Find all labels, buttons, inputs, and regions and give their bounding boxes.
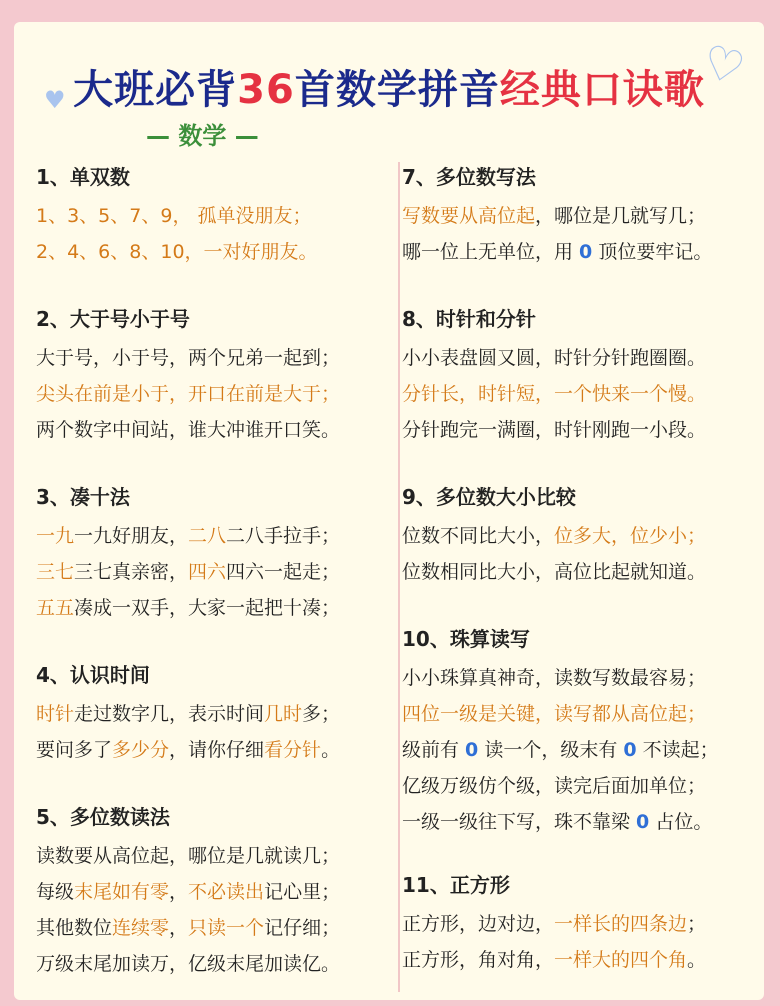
- rhyme-text: 三七真亲密，: [74, 561, 189, 583]
- rhyme-line: [402, 554, 752, 590]
- rhyme-text: 一样大的四个角: [554, 949, 688, 971]
- rhyme-text: 记心里；: [264, 881, 341, 903]
- rhyme-line: [36, 946, 386, 982]
- rhyme-line: [36, 874, 386, 910]
- rhyme-text: 占位。: [649, 811, 713, 833]
- rhyme-text: 二八手拉手；: [226, 525, 341, 547]
- rhyme-line: [36, 412, 386, 448]
- title-part: 经典口诀歌: [499, 67, 705, 113]
- rhyme-line: [36, 838, 386, 874]
- rhyme-text: 小小珠算真神奇，读数写数最容易；: [402, 667, 707, 689]
- rhyme-text: ，: [169, 917, 189, 939]
- rhyme-text: 。: [321, 739, 341, 761]
- rhyme-line: [36, 554, 386, 590]
- rhyme-text: 两个数字中间站，谁大冲谁开口笑。: [36, 419, 341, 441]
- rhyme-text: 位多大，位少小；: [554, 525, 707, 547]
- rhyme-text: 大于号，小于号，两个兄弟一起到；: [36, 347, 341, 369]
- rhyme-text: 走过数字几，表示时间: [74, 703, 265, 725]
- rhyme-text: ；: [687, 913, 707, 935]
- rhyme-text: 只读一个: [188, 917, 265, 939]
- rhyme-text: ，: [169, 881, 189, 903]
- rhyme-line: [36, 376, 386, 412]
- rhyme-line: [402, 660, 752, 696]
- rhyme-line: [402, 376, 752, 412]
- rhyme-text: 0: [636, 811, 650, 833]
- rhyme-line: [402, 340, 752, 376]
- rhyme-text: 不必读出: [188, 881, 265, 903]
- rhyme-line: [402, 518, 752, 554]
- rhyme-text: 一样长的四条边: [554, 913, 688, 935]
- rhyme-line: [402, 906, 752, 942]
- right-column: [402, 162, 752, 978]
- rhyme-text: 凑成一双手，大家一起把十凑；: [74, 597, 341, 619]
- rhyme-line: [402, 412, 752, 448]
- rhyme-line: [36, 696, 386, 732]
- rhyme-text: 每级: [36, 881, 75, 903]
- rhyme-line: [402, 768, 752, 804]
- rhyme-text: 尖头在前是小于，开口在前是大于；: [36, 383, 341, 405]
- rhyme-text: 读数要从高位起，哪位是几就读几；: [36, 845, 341, 867]
- rhyme-text: 五五: [36, 597, 75, 619]
- section-title: 8、时针和分针: [402, 304, 546, 336]
- rhyme-line: [36, 590, 386, 626]
- rhyme-text: ，哪位是几就写几；: [535, 205, 707, 227]
- rhyme-text: 四六: [188, 561, 227, 583]
- rhyme-line: [36, 340, 386, 376]
- rhyme-text: 时针: [36, 703, 75, 725]
- rhyme-text: 万级末尾加读万，亿级末尾加读亿。: [36, 953, 341, 975]
- title-part: 大班必背: [73, 67, 238, 113]
- section-title: 1、单双数: [36, 162, 140, 194]
- left-column: [36, 162, 386, 982]
- rhyme-text: 级前有: [402, 739, 466, 761]
- rhyme-section: [36, 482, 386, 626]
- rhyme-text: 记仔细；: [264, 917, 341, 939]
- rhyme-text: 其他数位: [36, 917, 113, 939]
- rhyme-section: [36, 660, 386, 768]
- heart-icon: ♥: [44, 86, 66, 114]
- rhyme-text: 连续零: [112, 917, 170, 939]
- section-title: 11、正方形: [402, 870, 520, 902]
- rhyme-text: 0: [465, 739, 479, 761]
- poster-card: [14, 22, 764, 1000]
- rhyme-text: 看分针: [264, 739, 322, 761]
- rhyme-line: [402, 234, 752, 270]
- rhyme-text: 不读起；: [636, 739, 719, 761]
- rhyme-text: 孤单没朋友；: [197, 205, 312, 227]
- rhyme-text: 几时: [264, 703, 303, 725]
- rhyme-text: 一九: [36, 525, 75, 547]
- rhyme-text: 2、4、6、8、10，一对好朋友。: [36, 241, 318, 263]
- title-part: 36: [237, 67, 295, 113]
- rhyme-text: 0: [623, 739, 637, 761]
- rhyme-line: [402, 804, 752, 840]
- rhyme-text: 四六一起走；: [226, 561, 341, 583]
- rhyme-section: [36, 304, 386, 448]
- section-title: 10、珠算读写: [402, 624, 540, 656]
- section-title: 5、多位数读法: [36, 802, 180, 834]
- rhyme-line: [402, 732, 752, 768]
- rhyme-text: 四位一级是关键，读写都从高位起；: [402, 703, 707, 725]
- column-divider: [398, 162, 400, 992]
- rhyme-text: 三七: [36, 561, 75, 583]
- rhyme-text: 多；: [302, 703, 341, 725]
- rhyme-text: 分针跑完一满圈，时针刚跑一小段。: [402, 419, 707, 441]
- rhyme-line: [402, 942, 752, 978]
- rhyme-text: 读一个，级末有: [478, 739, 624, 761]
- rhyme-text: 写数要从高位起: [402, 205, 536, 227]
- rhyme-text: 一九好朋友，: [74, 525, 189, 547]
- rhyme-line: [36, 518, 386, 554]
- rhyme-text: 分针长，时针短，一个快来一个慢。: [402, 383, 707, 405]
- rhyme-text: 顶位要牢记。: [592, 241, 713, 263]
- rhyme-text: ，请你仔细: [169, 739, 265, 761]
- rhyme-section: [402, 482, 752, 590]
- section-title: 2、大于号小于号: [36, 304, 200, 336]
- rhyme-text: 多少分: [112, 739, 170, 761]
- heart-icon: ♡: [696, 33, 751, 97]
- rhyme-line: [402, 198, 752, 234]
- section-title: 9、多位数大小比较: [402, 482, 586, 514]
- rhyme-text: 位数相同比大小，高位比起就知道。: [402, 561, 707, 583]
- rhyme-text: 末尾如有零: [74, 881, 170, 903]
- rhyme-line: [36, 732, 386, 768]
- rhyme-text: 哪一位上无单位，用: [402, 241, 580, 263]
- rhyme-text: 0: [579, 241, 593, 263]
- section-title: 3、凑十法: [36, 482, 140, 514]
- rhyme-line: [36, 198, 386, 234]
- rhyme-text: 位数不同比大小，: [402, 525, 555, 547]
- rhyme-text: 1、3、5、7、9，: [36, 205, 198, 227]
- rhyme-section: [402, 870, 752, 978]
- rhyme-text: 正方形，角对角，: [402, 949, 555, 971]
- rhyme-line: [402, 696, 752, 732]
- rhyme-line: [36, 910, 386, 946]
- rhyme-text: 。: [687, 949, 707, 971]
- rhyme-text: 要问多了: [36, 739, 113, 761]
- page-title: [14, 58, 764, 115]
- rhyme-text: 一级一级往下写，珠不靠梁: [402, 811, 637, 833]
- rhyme-section: [402, 624, 752, 840]
- rhyme-text: 小小表盘圆又圆，时针分针跑圈圈。: [402, 347, 707, 369]
- rhyme-line: [36, 234, 386, 270]
- section-title: 7、多位数写法: [402, 162, 546, 194]
- rhyme-text: 二八: [188, 525, 227, 547]
- title-part: 首数学拼音: [294, 67, 500, 113]
- section-subtitle: — 数学 —: [146, 122, 259, 150]
- rhyme-section: [402, 162, 752, 270]
- rhyme-text: 亿级万级仿个级，读完后面加单位；: [402, 775, 707, 797]
- rhyme-section: [36, 162, 386, 270]
- section-title: 4、认识时间: [36, 660, 160, 692]
- rhyme-section: [36, 802, 386, 982]
- rhyme-text: 正方形，边对边，: [402, 913, 555, 935]
- rhyme-section: [402, 304, 752, 448]
